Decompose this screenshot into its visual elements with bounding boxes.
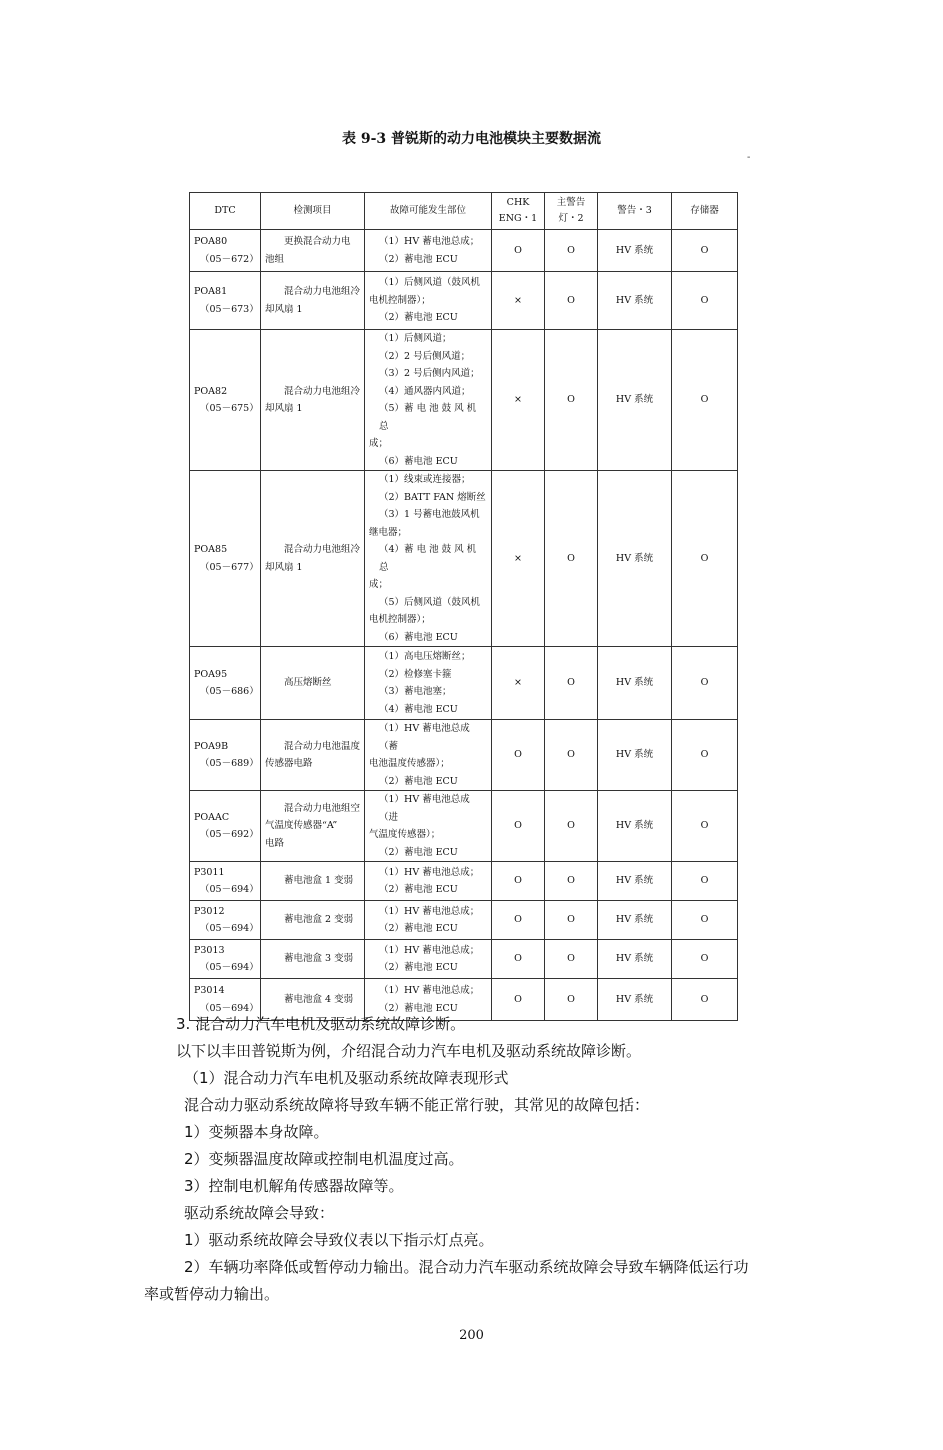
master-warning-cell: O — [545, 720, 598, 791]
dtc-code-cell: POA82 （05－675） — [190, 330, 261, 471]
master-warning-cell: O — [545, 940, 598, 979]
memory-cell: O — [672, 272, 738, 330]
detection-item-cell: 混合动力电池温度 传感器电路 — [261, 720, 365, 791]
fault-location-cell: （1）HV 蓄电池总成； （2）蓄电池 ECU — [365, 230, 492, 272]
chk-eng-cell: × — [492, 647, 545, 720]
consequence-item-1: 1）驱动系统故障会导致仪表以下指示灯点亮。 — [184, 1231, 494, 1249]
detection-item-cell: 混合动力电池组空 气温度传感器“A” 电路 — [261, 791, 365, 862]
table-row — [190, 230, 738, 272]
memory-cell: O — [672, 791, 738, 862]
chk-eng-cell: O — [492, 791, 545, 862]
fault-location-cell: （1）HV 蓄电池总成； （2）蓄电池 ECU — [365, 901, 492, 940]
memory-cell: O — [672, 647, 738, 720]
master-warning-cell: O — [545, 272, 598, 330]
warning-cell: HV 系统 — [598, 940, 672, 979]
fault-location-cell: （1）后侧风道； （2）2 号后侧风道； （3）2 号后侧内风道； （4）通风器内风道； （5）蓄 电 池 鼓 风 机 总 成； （6）蓄电池 ECU — [365, 330, 492, 471]
warning-cell: HV 系统 — [598, 791, 672, 862]
list-item-3: 3）控制电机解角传感器故障等。 — [184, 1177, 404, 1195]
warning-cell: HV 系统 — [598, 230, 672, 272]
dtc-code-cell: POA95 （05－686） — [190, 647, 261, 720]
detection-item-cell: 蓄电池盒 3 变弱 — [261, 940, 365, 979]
detection-item-cell: 高压熔断丝 — [261, 647, 365, 720]
list-item-2: 2）变频器温度故障或控制电机温度过高。 — [184, 1150, 464, 1168]
warning-cell: HV 系统 — [598, 647, 672, 720]
paragraph-consequence-intro: 驱动系统故障会导致： — [184, 1204, 335, 1222]
header-master-warning: 主警告 灯・2 — [545, 193, 598, 230]
header-item: 检测项目 — [261, 193, 365, 230]
master-warning-cell: O — [545, 901, 598, 940]
memory-cell: O — [672, 471, 738, 647]
table-header-row — [190, 193, 738, 230]
memory-cell: O — [672, 720, 738, 791]
warning-cell: HV 系统 — [598, 901, 672, 940]
memory-cell: O — [672, 230, 738, 272]
memory-cell: O — [672, 901, 738, 940]
memory-cell: O — [672, 330, 738, 471]
paragraph-fault-list-intro: 混合动力驱动系统故障将导致车辆不能正常行驶，其常见的故障包括： — [184, 1096, 650, 1114]
header-memory: 存储器 — [672, 193, 738, 230]
table-row — [190, 901, 738, 940]
chk-eng-cell: O — [492, 979, 545, 1021]
master-warning-cell: O — [545, 230, 598, 272]
fault-location-cell: （1）HV 蓄电池总成； （2）蓄电池 ECU — [365, 979, 492, 1021]
master-warning-cell: O — [545, 791, 598, 862]
warning-cell: HV 系统 — [598, 471, 672, 647]
table-row — [190, 471, 738, 647]
table-row — [190, 791, 738, 862]
master-warning-cell: O — [545, 979, 598, 1021]
chk-eng-cell: × — [492, 272, 545, 330]
paragraph-subheading: （1）混合动力汽车电机及驱动系统故障表现形式 — [184, 1069, 509, 1087]
table-body — [190, 230, 738, 1021]
fault-location-cell: （1）HV 蓄电池总成； （2）蓄电池 ECU — [365, 940, 492, 979]
detection-item-cell: 混合动力电池组冷 却风扇 1 — [261, 272, 365, 330]
master-warning-cell: O — [545, 471, 598, 647]
dtc-code-cell: P3013 （05－694） — [190, 940, 261, 979]
fault-location-cell: （1）后侧风道（鼓风机 电机控制器）； （2）蓄电池 ECU — [365, 272, 492, 330]
memory-cell: O — [672, 940, 738, 979]
chk-eng-cell: × — [492, 330, 545, 471]
memory-cell: O — [672, 979, 738, 1021]
detection-item-cell: 蓄电池盒 2 变弱 — [261, 901, 365, 940]
dtc-code-cell: POA81 （05－673） — [190, 272, 261, 330]
table-row — [190, 647, 738, 720]
dtc-code-cell: P3014 （05－694） — [190, 979, 261, 1021]
warning-cell: HV 系统 — [598, 979, 672, 1021]
table-row — [190, 330, 738, 471]
detection-item-cell: 混合动力电池组冷 却风扇 1 — [261, 330, 365, 471]
chk-eng-cell: O — [492, 862, 545, 901]
warning-cell: HV 系统 — [598, 720, 672, 791]
header-dtc: DTC — [190, 193, 261, 230]
detection-item-cell: 蓄电池盒 1 变弱 — [261, 862, 365, 901]
table-row — [190, 940, 738, 979]
warning-cell: HV 系统 — [598, 330, 672, 471]
memory-cell: O — [672, 862, 738, 901]
dtc-code-cell: POA85 （05－677） — [190, 471, 261, 647]
table-row — [190, 720, 738, 791]
chk-eng-cell: O — [492, 940, 545, 979]
warning-cell: HV 系统 — [598, 272, 672, 330]
master-warning-cell: O — [545, 647, 598, 720]
chk-eng-cell: O — [492, 720, 545, 791]
detection-item-cell: 更换混合动力电 池组 — [261, 230, 365, 272]
fault-location-cell: （1）HV 蓄电池总成（进 气温度传感器）； （2）蓄电池 ECU — [365, 791, 492, 862]
consequence-item-2-line-2: 率或暂停动力输出。 — [144, 1285, 280, 1303]
detection-item-cell: 混合动力电池组冷 却风扇 1 — [261, 471, 365, 647]
detection-item-cell: 蓄电池盒 4 变弱 — [261, 979, 365, 1021]
list-item-1: 1）变频器本身故障。 — [184, 1123, 329, 1141]
master-warning-cell: O — [545, 330, 598, 471]
chk-eng-cell: O — [492, 230, 545, 272]
dtc-code-cell: P3012 （05－694） — [190, 901, 261, 940]
dtc-code-cell: POA9B （05－689） — [190, 720, 261, 791]
master-warning-cell: O — [545, 862, 598, 901]
paragraph-section-heading: 3. 混合动力汽车电机及驱动系统故障诊断。 — [176, 1015, 466, 1033]
header-chk-eng: CHK ENG・1 — [492, 193, 545, 230]
table-row — [190, 272, 738, 330]
paragraph-intro: 以下以丰田普锐斯为例，介绍混合动力汽车电机及驱动系统故障诊断。 — [176, 1042, 642, 1060]
table-row — [190, 862, 738, 901]
dtc-data-table — [189, 192, 738, 1021]
page-number: 200 — [459, 1328, 484, 1343]
consequence-item-2-line-1: 2）车辆功率降低或暂停动力输出。混合动力汽车驱动系统故障会导致车辆降低运行功 — [184, 1258, 749, 1276]
fault-location-cell: （1）线束或连接器； （2）BATT FAN 熔断丝 （3）1 号蓄电池鼓风机 继电器； （4）蓄 电 池 鼓 风 机 总 成； （5）后侧风道（鼓风机 电机控制器）； （6）蓄电池 ECU — [365, 471, 492, 647]
dtc-code-cell: POAAC （05－692） — [190, 791, 261, 862]
fault-location-cell: （1）HV 蓄电池总成； （2）蓄电池 ECU — [365, 862, 492, 901]
tick-mark: - — [747, 152, 751, 163]
fault-location-cell: （1）高电压熔断丝； （2）检修塞卡箍 （3）蓄电池塞； （4）蓄电池 ECU — [365, 647, 492, 720]
header-parts: 故障可能发生部位 — [365, 193, 492, 230]
dtc-code-cell: POA80 （05－672） — [190, 230, 261, 272]
chk-eng-cell: O — [492, 901, 545, 940]
chk-eng-cell: × — [492, 471, 545, 647]
fault-location-cell: （1）HV 蓄电池总成（蓄 电池温度传感器）； （2）蓄电池 ECU — [365, 720, 492, 791]
header-warning: 警告・3 — [598, 193, 672, 230]
warning-cell: HV 系统 — [598, 862, 672, 901]
dtc-code-cell: P3011 （05－694） — [190, 862, 261, 901]
table-caption: 表 9-3 普锐斯的动力电池模块主要数据流 — [341, 131, 602, 147]
